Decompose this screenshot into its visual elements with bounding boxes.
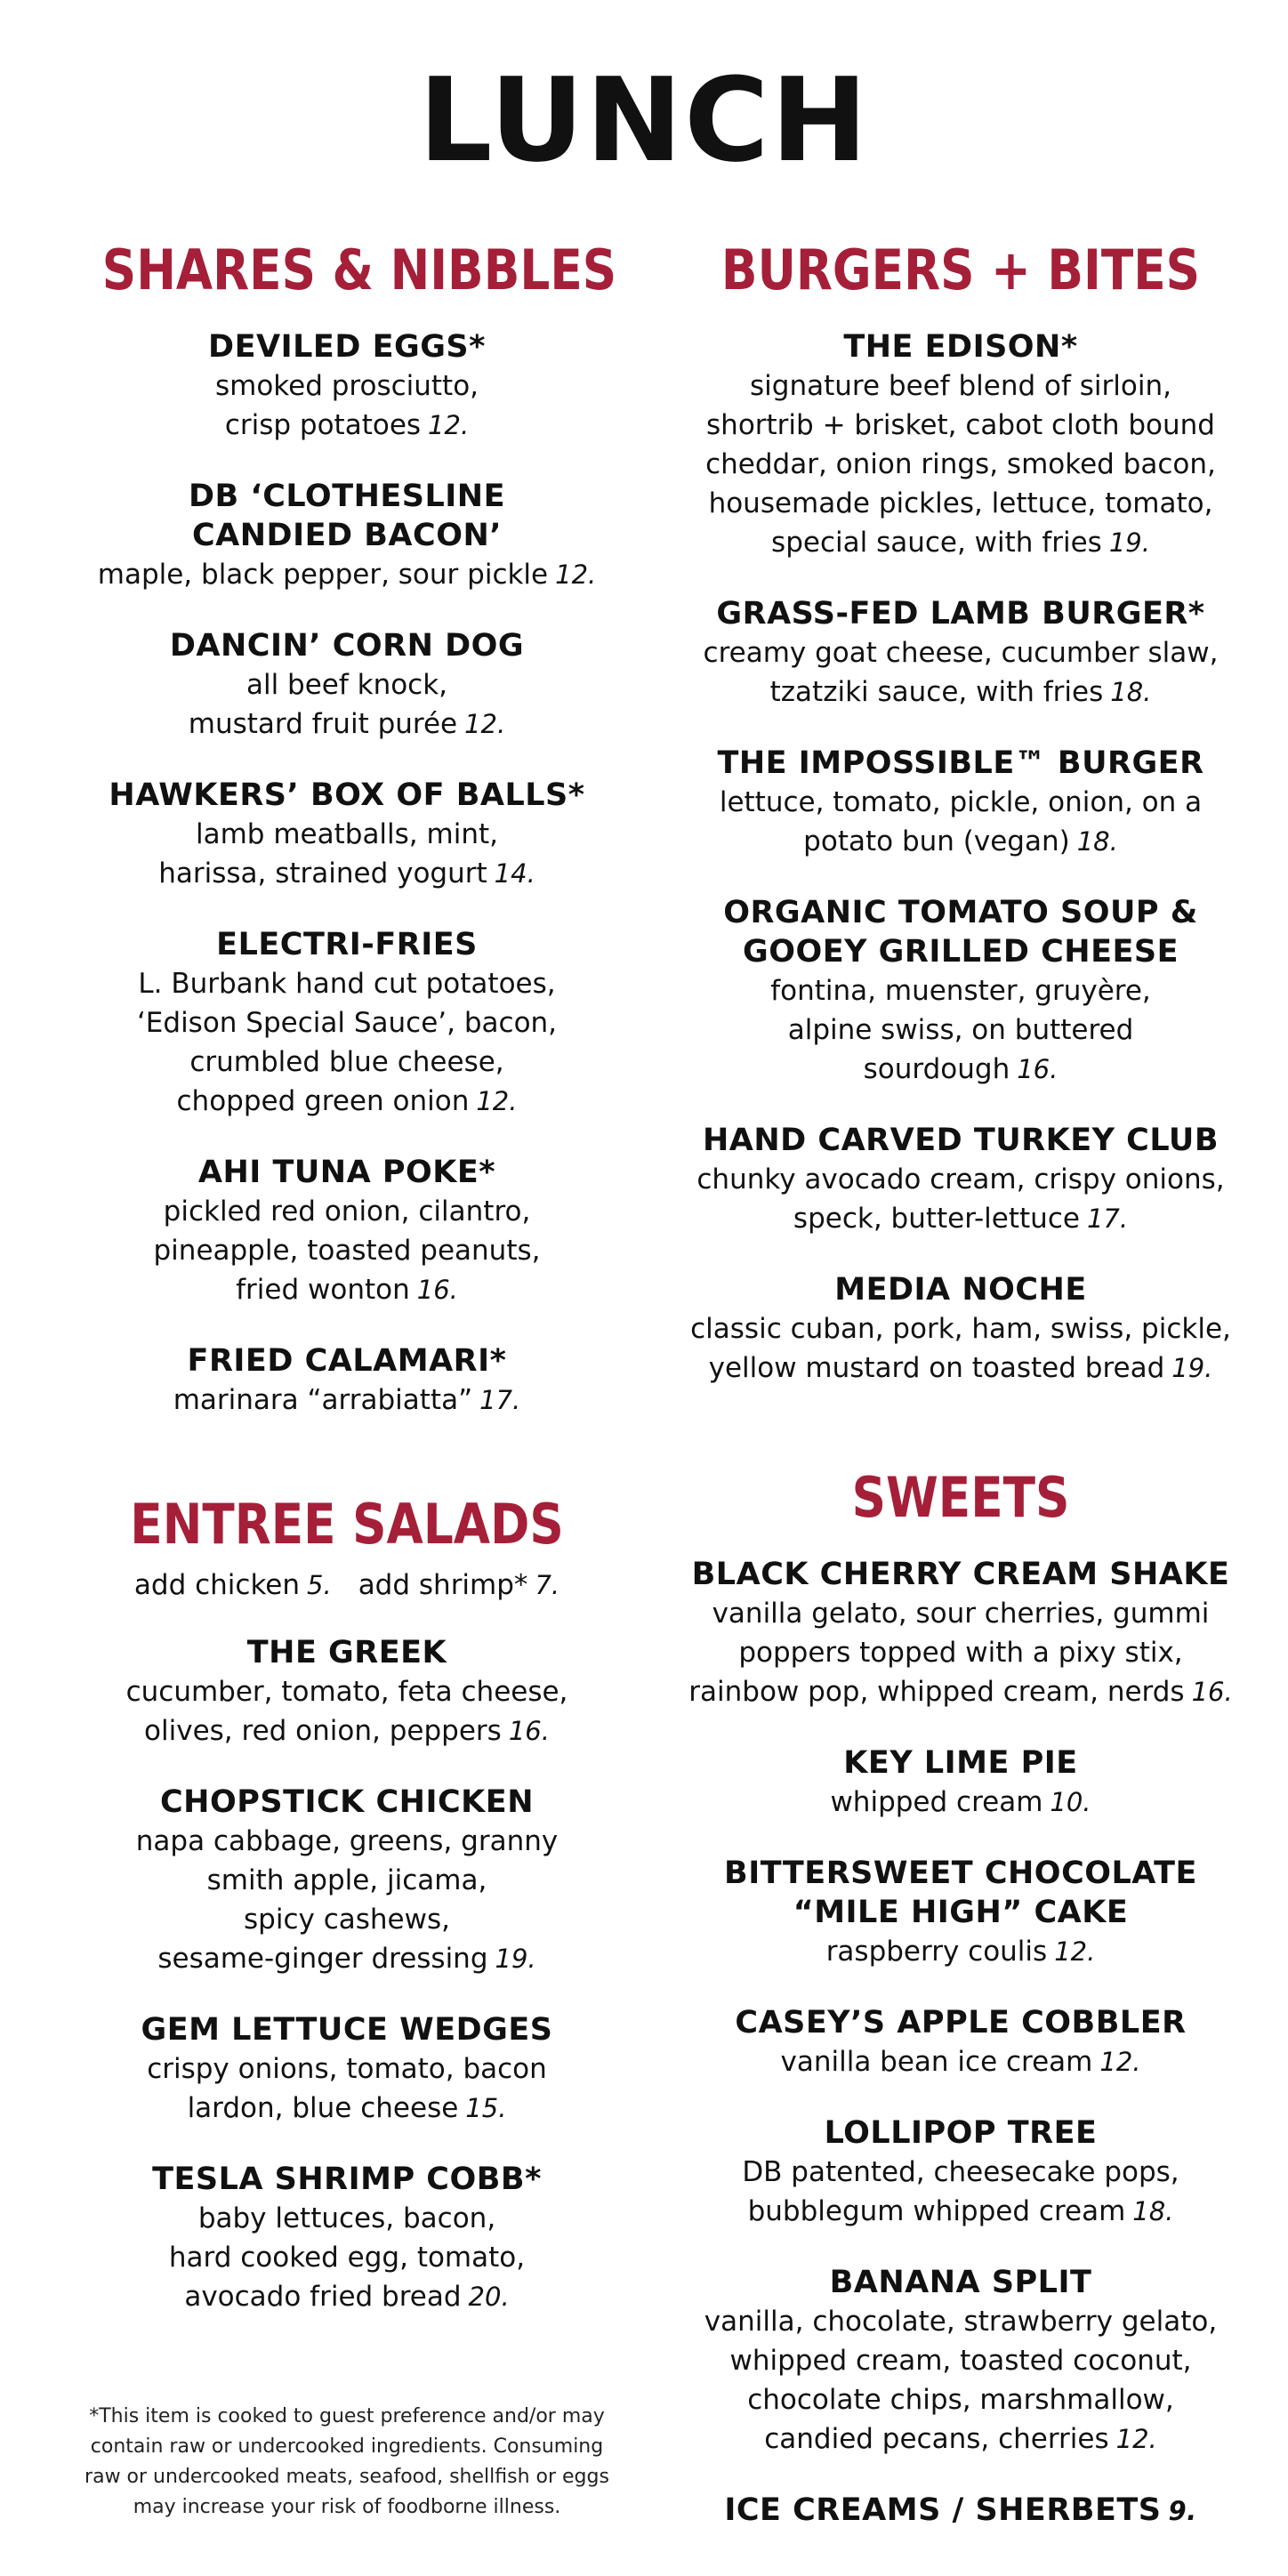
menu-item [62, 925, 632, 1121]
menu-item-name: BLACK CHERRY CREAM SHAKE [691, 1557, 1230, 1593]
menu-item-price: 15. [465, 2093, 507, 2124]
menu-item [676, 1854, 1245, 1971]
menu-item [62, 776, 632, 893]
menu-item-description [676, 1160, 1245, 1199]
footnote-line: contain raw or undercooked ingredients. Consuming [90, 2435, 604, 2458]
menu-item-description [676, 1672, 1245, 1711]
menu-item-description-text: hard cooked egg, tomato, [168, 2242, 526, 2274]
menu-item-price: 20. [468, 2282, 510, 2313]
menu-item-description [62, 1861, 632, 1900]
menu-item-description [676, 1633, 1245, 1672]
addon-chicken-price: 5. [307, 1570, 332, 1601]
menu-item-name: BITTERSWEET CHOCOLATE [724, 1856, 1197, 1892]
menu-item-description-text: rainbow pop, whipped cream, nerds [688, 1676, 1185, 1709]
menu-item-description [62, 665, 632, 704]
menu-item-name: DANCIN’ CORN DOG [169, 628, 525, 664]
menu-item-name: THE EDISON* [843, 329, 1078, 366]
menu-item-description-text: fried wonton [236, 1274, 410, 1307]
menu-item-name: HAND CARVED TURKEY CLUB [702, 1123, 1219, 1159]
menu-item-description [676, 2042, 1245, 2081]
menu-item-name: THE IMPOSSIBLE™ BURGER [717, 745, 1204, 782]
menu-item-description [676, 1309, 1245, 1348]
menu-item-name: THE GREEK [246, 1635, 447, 1671]
menu-item-price: 16. [508, 1716, 550, 1747]
section-heading-salads: ENTREE SALADS [130, 1492, 564, 1557]
menu-item-description [676, 2192, 1245, 2231]
menu-item-name [676, 2491, 1245, 2531]
menu-item-price: 19. [495, 1944, 536, 1975]
menu-item [62, 626, 632, 744]
menu-item-name: CHOPSTICK CHICKEN [160, 1784, 534, 1821]
menu-item [62, 1153, 632, 1309]
menu-item-description [676, 406, 1245, 445]
menu-item-name: BANANA SPLIT [829, 2265, 1092, 2301]
menu-item-description-text: mustard fruit purée [188, 708, 458, 741]
burgers-section [676, 237, 1245, 1420]
menu-item-description [62, 1381, 632, 1420]
shares-section [62, 237, 632, 1452]
menu-item-name: TESLA SHRIMP COBB* [152, 2161, 542, 2198]
menu-item-price: 9. [1168, 2496, 1197, 2527]
menu-item-description-text: ‘Edison Special Sauce’, bacon, [136, 1007, 558, 1040]
menu-item-description-text: pickled red onion, cilantro, [163, 1195, 531, 1228]
footnote-line: may increase your risk of foodborne illness. [133, 2496, 561, 2518]
menu-item-description [62, 2199, 632, 2238]
menu-item-description-text: all beef knock, [246, 669, 448, 702]
menu-item-price: 17. [1086, 1203, 1129, 1235]
menu-item [676, 1121, 1245, 1238]
menu-item-description-text: cheddar, onion rings, smoked bacon, [705, 448, 1216, 481]
menu-item-description-text: signature beef blend of sirloin, [750, 370, 1171, 403]
menu-item-price: 12. [1054, 1936, 1096, 1968]
menu-item-description-text: vanilla gelato, sour cherries, gummi [712, 1598, 1210, 1630]
menu-item [62, 477, 632, 594]
menu-item-price: 12. [476, 1086, 518, 1117]
menu-item-description [676, 1050, 1245, 1089]
menu-item [676, 744, 1245, 861]
menu-item-name: GEM LETTUCE WEDGES [141, 2012, 553, 2049]
menu-item-description-text: avocado fried bread [184, 2281, 462, 2314]
menu-item [676, 2491, 1245, 2531]
menu-item-description-text: sesame-ginger dressing [157, 1943, 488, 1976]
menu-item-price: 12. [555, 559, 597, 591]
salad-addons [62, 1566, 632, 1605]
menu-item-description-text: napa cabbage, greens, granny [135, 1825, 559, 1858]
menu-item-description [676, 366, 1245, 406]
menu-item-description [62, 1003, 632, 1042]
menu-item-description [62, 704, 632, 744]
menu-item-description-text: creamy goat cheese, cucumber slaw, [703, 637, 1219, 670]
menu-item-name: HAWKERS’ BOX OF BALLS* [109, 777, 585, 814]
menu-item-price: 12. [428, 410, 470, 441]
menu-item-description [676, 633, 1245, 672]
menu-item-price: 12. [1115, 2424, 1157, 2455]
burgers-items [676, 327, 1245, 1388]
menu-item-price: 18. [1076, 826, 1118, 857]
addon-chicken-label: add chicken [133, 1569, 301, 1602]
menu-item-description-text: potato bun (vegan) [803, 825, 1070, 858]
menu-item [676, 2113, 1245, 2231]
menu-item-description [62, 1900, 632, 1939]
menu-item [676, 327, 1245, 562]
menu-item-description [676, 1932, 1245, 1971]
menu-item-description [676, 1199, 1245, 1238]
menu-item-price: 19. [1108, 527, 1150, 559]
menu-item-description [676, 1594, 1245, 1633]
menu-item-description-text: lamb meatballs, mint, [196, 818, 498, 851]
menu-item-description [676, 2380, 1245, 2419]
menu-item-description [62, 1231, 632, 1270]
menu-item-price: 16. [416, 1275, 458, 1306]
menu-item-price: 16. [1191, 1677, 1233, 1708]
menu-item [62, 1783, 632, 1978]
menu-item-description [62, 2277, 632, 2316]
menu-item-description-text: chunky avocado cream, crispy onions, [696, 1163, 1225, 1196]
menu-item-price: 19. [1171, 1353, 1213, 1384]
menu-item-description-text: raspberry coulis [825, 1936, 1048, 1968]
menu-item-description-text: yellow mustard on toasted bread [708, 1352, 1165, 1385]
menu-item-name: CANDIED BACON’ [191, 518, 503, 554]
menu-item-description [676, 2419, 1245, 2459]
menu-item-name: ORGANIC TOMATO SOUP & [723, 895, 1198, 931]
menu-item-description-text: olives, red onion, peppers [144, 1715, 502, 1748]
menu-item-description [62, 1270, 632, 1309]
menu-item-price: 17. [479, 1385, 521, 1416]
menu-item-description [676, 2153, 1245, 2192]
menu-item [676, 2263, 1245, 2459]
menu-item-price: 12. [464, 709, 506, 740]
menu-item-description-text: L. Burbank hand cut potatoes, [138, 968, 556, 1001]
menu-item-name: ELECTRI-FRIES [216, 927, 478, 963]
menu-item-description [676, 523, 1245, 562]
menu-item-description [676, 1010, 1245, 1050]
menu-item-name: DEVILED EGGS* [208, 329, 486, 366]
menu-item-description [676, 822, 1245, 861]
menu-item-description [62, 964, 632, 1003]
menu-item-description-text: fontina, muenster, gruyère, [770, 975, 1151, 1008]
menu-item-name: AHI TUNA POKE* [197, 1155, 496, 1191]
menu-item-description-text: vanilla, chocolate, strawberry gelato, [704, 2306, 1218, 2339]
menu-item-description-text: cucumber, tomato, feta cheese, [125, 1676, 568, 1709]
menu-item-description-text: whipped cream, toasted coconut, [729, 2345, 1192, 2378]
menu-item-description [676, 445, 1245, 484]
menu-item-name: GOOEY GRILLED CHEESE [742, 934, 1179, 970]
menu-item [676, 1743, 1245, 1822]
menu-item-description [62, 2089, 632, 2128]
menu-item-price: 18. [1110, 677, 1152, 708]
menu-item-description-text: lettuce, tomato, pickle, onion, on a [719, 786, 1203, 819]
menu-item-price: 12. [1099, 2047, 1141, 2078]
menu-item-description [62, 1042, 632, 1082]
menu-item-name-text: ICE CREAMS / SHERBETS [724, 2492, 1162, 2529]
menu-item-description-text: baby lettuces, bacon, [197, 2202, 496, 2235]
menu-item-description [62, 366, 632, 406]
section-heading-burgers: BURGERS + BITES [720, 237, 1201, 302]
menu-item-name: GRASS-FED LAMB BURGER* [716, 596, 1205, 632]
menu-item [62, 1633, 632, 1751]
menu-item-price: 16. [1017, 1054, 1059, 1085]
sweets-section [676, 1465, 1245, 2563]
menu-item [676, 1270, 1245, 1388]
menu-item-name: LOLLIPOP TREE [824, 2115, 1098, 2152]
menu-item-description [62, 1822, 632, 1861]
menu-item-description [62, 1711, 632, 1751]
menu-item [676, 1555, 1245, 1711]
menu-item-description-text: tzatziki sauce, with fries [769, 676, 1104, 709]
menu-item-description-text: vanilla bean ice cream [780, 2046, 1093, 2079]
menu-item-description [62, 1082, 632, 1121]
footnote [62, 2402, 632, 2523]
menu-item-description-text: DB patented, cheesecake pops, [742, 2156, 1179, 2189]
menu-item-description [62, 1939, 632, 1978]
menu-item-description-text: chopped green onion [176, 1085, 470, 1118]
menu-item-description-text: lardon, blue cheese [187, 2092, 459, 2125]
menu-item [62, 2010, 632, 2128]
menu-item-description [676, 971, 1245, 1010]
menu-item-description-text: chocolate chips, marshmallow, [747, 2384, 1174, 2417]
menu-item-description [676, 2302, 1245, 2341]
menu-item [62, 2160, 632, 2316]
menu-item-description [62, 815, 632, 854]
menu-item-description [676, 1348, 1245, 1388]
menu-item-description-text: spicy cashews, [244, 1904, 450, 1936]
menu-item-name: MEDIA NOCHE [834, 1272, 1087, 1308]
footnote-line: raw or undercooked meats, seafood, shellfish or eggs [85, 2466, 609, 2488]
menu-item-description [62, 406, 632, 445]
menu-item-description-text: smoked prosciutto, [214, 370, 479, 403]
menu-item-description-text: crisp potatoes [224, 409, 422, 442]
menu-item [676, 594, 1245, 712]
menu-item-description-text: shortrib + brisket, cabot cloth bound [706, 409, 1215, 442]
menu-item-description-text: pineapple, toasted peanuts, [153, 1235, 541, 1268]
addon-shrimp-price: 7. [535, 1570, 560, 1601]
section-heading-shares: SHARES & NIBBLES [101, 237, 617, 302]
menu-item-description-text: classic cuban, pork, ham, swiss, pickle, [690, 1313, 1231, 1346]
menu-item-name: “MILE HIGH” CAKE [793, 1895, 1129, 1931]
menu-item-name: CASEY’S APPLE COBBLER [735, 2005, 1187, 2041]
menu-item-description-text: maple, black pepper, sour pickle [97, 559, 549, 592]
menu-item-description [62, 555, 632, 594]
salads-items [62, 1633, 632, 2316]
menu-item-description-text: housemade pickles, lettuce, tomato, [708, 487, 1213, 520]
menu-item-description-text: marinara “arrabiatta” [173, 1384, 473, 1417]
menu-item-description-text: harissa, strained yogurt [158, 857, 487, 890]
menu-item-description-text: crumbled blue cheese, [189, 1046, 504, 1079]
menu-item-description [676, 2341, 1245, 2380]
menu-item-description [676, 1783, 1245, 1822]
menu-item-description-text: special sauce, with fries [771, 527, 1102, 559]
menu-item-name: DB ‘CLOTHESLINE [188, 479, 505, 515]
menu-item [676, 2003, 1245, 2081]
menu-item-price: 18. [1132, 2196, 1174, 2227]
menu-item-description-text: smith apple, jicama, [206, 1864, 487, 1897]
menu-item-description-text: poppers topped with a pixy stix, [738, 1637, 1183, 1670]
menu-item-description [676, 484, 1245, 523]
menu-item-price: 10. [1050, 1787, 1091, 1818]
menu-item-description-text: sourdough [863, 1053, 1010, 1086]
menu-item-description-text: whipped cream [830, 1786, 1043, 1819]
menu-item-description [676, 783, 1245, 822]
shares-items [62, 327, 632, 1420]
menu-item-description-text: crispy onions, tomato, bacon [147, 2053, 547, 2086]
menu-item-description [62, 1192, 632, 1231]
menu-item-description-text: speck, butter-lettuce [793, 1203, 1080, 1236]
menu-item [62, 327, 632, 445]
menu-item-description [62, 2049, 632, 2089]
menu-item-price: 14. [494, 858, 535, 890]
menu-item-description [62, 1672, 632, 1711]
page-title: LUNCH [418, 52, 870, 188]
menu-item-description [676, 672, 1245, 712]
menu-item [62, 1341, 632, 1420]
menu-item-name: FRIED CALAMARI* [187, 1343, 507, 1380]
menu-item-description [62, 2238, 632, 2277]
menu-item-description-text: alpine swiss, on buttered [787, 1014, 1134, 1047]
sweets-items [676, 1555, 1245, 2531]
menu-item [676, 893, 1245, 1089]
menu-item-description [62, 854, 632, 893]
menu-item-name: KEY LIME PIE [843, 1745, 1078, 1782]
section-heading-sweets: SWEETS [851, 1465, 1070, 1530]
menu-item-description-text: candied pecans, cherries [764, 2423, 1109, 2456]
menu-item-description-text: bubblegum whipped cream [747, 2195, 1126, 2228]
footnote-line: *This item is cooked to guest preference and/or may [89, 2405, 605, 2427]
addon-shrimp-label: add shrimp* [358, 1569, 528, 1602]
salads-section [62, 1494, 632, 2348]
